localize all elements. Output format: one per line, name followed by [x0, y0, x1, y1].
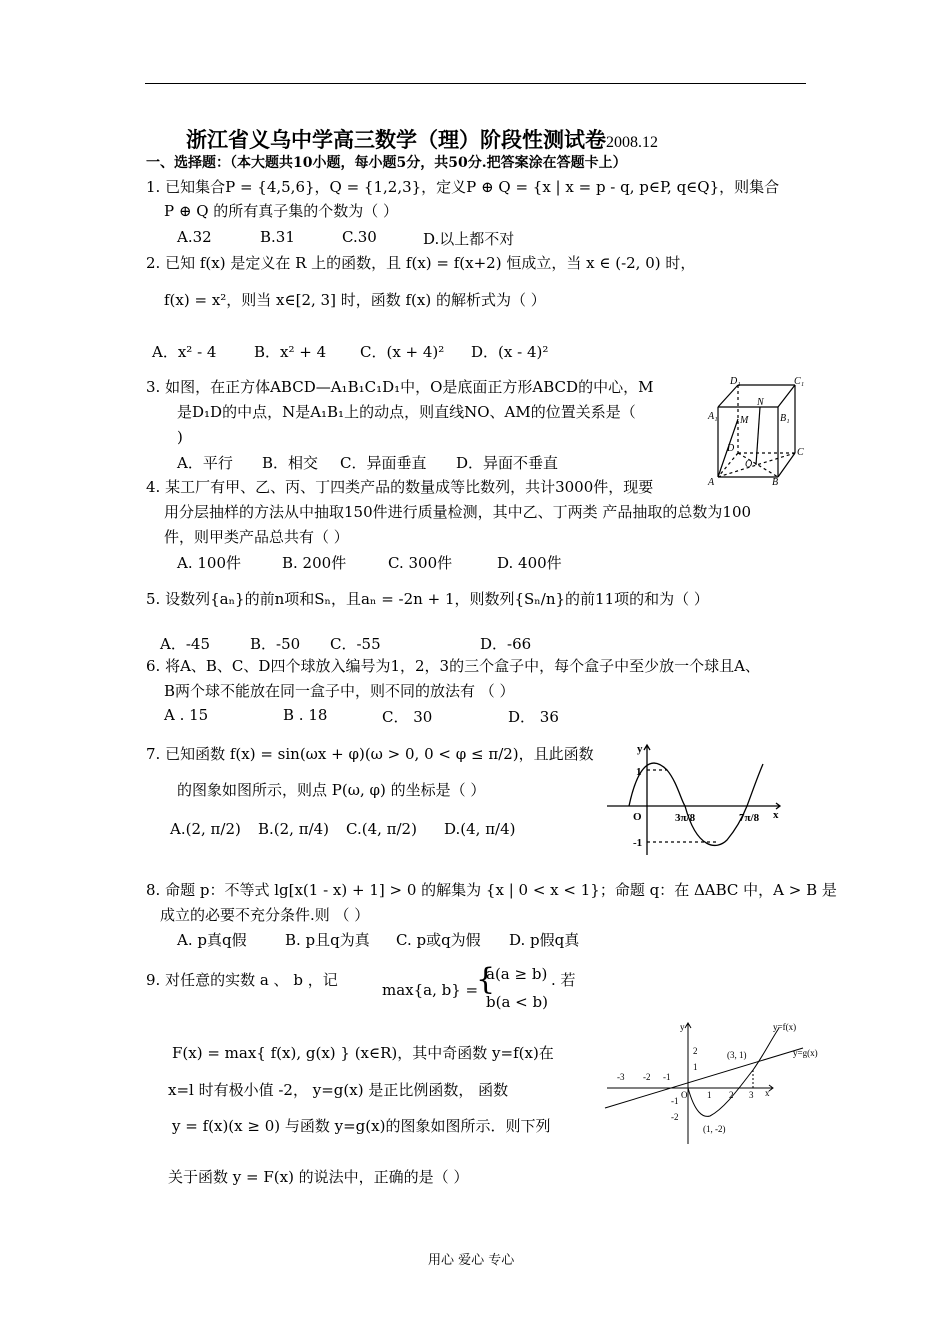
q8-option-c: C. p或q为假	[396, 931, 481, 949]
q7-option-a: A.(2, π/2)	[170, 820, 241, 838]
q2-option-a: A．x² - 4	[152, 343, 217, 361]
q8-option-b: B. p且q为真	[285, 931, 370, 949]
q9-graph-point-1-m2: (1, -2)	[703, 1124, 726, 1134]
q1-option-b: B.31	[260, 228, 295, 246]
q9-graph-label-f: y=f(x)	[773, 1022, 797, 1032]
q9-max-expr: max{a, b} =	[382, 981, 479, 999]
sine-label-3pi8: 3π/8	[675, 812, 696, 824]
q9-stem-line1: 9. 对任意的实数 a 、 b ，记	[146, 971, 338, 989]
sine-label-origin: O	[633, 811, 642, 823]
cube-label-a1: A₁	[708, 411, 718, 422]
sine-label-neg-one: -1	[633, 837, 643, 849]
section-heading: 一、选择题：（本大题共10小题，每小题5分，共50分.把答案涂在答题卡上）	[146, 155, 627, 171]
q3-stem-line2: 是D₁D的中点，N是A₁B₁上的动点，则直线NO、AM的位置关系是（	[177, 403, 636, 421]
q5-option-c: C．-55	[330, 635, 381, 653]
q3-stem-line1: 3. 如图，在正方体ABCD—A₁B₁C₁D₁中，O是底面正方形ABCD的中心，M	[146, 378, 654, 396]
q3-option-b: B．相交	[262, 454, 319, 472]
cube-label-b1: B₁	[780, 413, 790, 424]
q6-stem-line1: 6. 将A、B、C、D四个球放入编号为1，2，3的三个盒子中，每个盒子中至少放一个球且A、	[146, 657, 760, 675]
q4-option-c: C. 300件	[388, 554, 453, 572]
q3-option-a: A．平行	[177, 454, 233, 472]
q9-graph-tick-ym1: -1	[671, 1096, 679, 1106]
q4-stem-line2: 用分层抽样的方法从中抽取150件进行质量检测，其中乙、丁两类 产品抽取的总数为100	[164, 503, 752, 521]
cube-label-b: B	[772, 477, 779, 487]
q9-graph-label-y: y	[680, 1022, 685, 1032]
q3-stem-line3: )	[177, 428, 183, 446]
q9-graph-tick-y1: 1	[693, 1062, 698, 1072]
q7-stem-line2: 的图象如图所示，则点 P(ω, φ) 的坐标是（ ）	[177, 781, 486, 799]
q9-graph-point-3-1: (3, 1)	[727, 1050, 747, 1060]
sine-label-one: 1	[636, 766, 642, 778]
sine-label-x: x	[773, 809, 779, 821]
q8-option-a: A. p真q假	[177, 931, 247, 949]
q7-option-b: B.(2, π/4)	[258, 820, 330, 838]
q1-stem-line1: 1. 已知集合P = {4,5,6}，Q = {1,2,3}，定义P ⊕ Q = {x | x = p - q, p∈P, q∈Q}，则集合	[146, 178, 780, 196]
q4-stem-line3: 件，则甲类产品总共有（ ）	[164, 528, 349, 546]
q9-graph-origin: O	[681, 1090, 688, 1100]
q9-case-2: b(a < b)	[486, 993, 548, 1011]
q9-graph-tick-x1: 1	[707, 1090, 712, 1100]
q9-stem-line1-end: . 若	[551, 971, 576, 989]
cube-label-c: C	[797, 447, 804, 458]
q3-option-d: D．异面不垂直	[456, 454, 559, 472]
cube-label-n: N	[757, 397, 764, 408]
q9-brace: {	[476, 962, 496, 997]
q1-option-c: C.30	[342, 228, 377, 246]
q9-stem-line2: F(x) = max{ f(x), g(x) } (x∈R)，其中奇函数 y=f(x)在	[172, 1044, 554, 1062]
q2-option-b: B．x² + 4	[254, 343, 327, 361]
q8-stem-line1: 8. 命题 p：不等式 lg[x(1 - x) + 1] > 0 的解集为 {x | 0 < x < 1}；命题 q：在 ΔABC 中，A > B 是	[146, 881, 837, 899]
q4-option-d: D. 400件	[497, 554, 562, 572]
q9-graph-tick-x2: 2	[729, 1090, 734, 1100]
cube-figure	[700, 375, 810, 487]
q5-stem: 5. 设数列{aₙ}的前n项和Sₙ，且aₙ = -2n + 1，则数列{Sₙ/n}的前11项的和为（ ）	[146, 590, 709, 608]
q5-option-d: D．-66	[480, 635, 532, 653]
q9-stem-line3: x=l 时有极小值 -2， y=g(x) 是正比例函数， 函数	[168, 1081, 509, 1099]
q4-option-a: A. 100件	[177, 554, 241, 572]
q2-stem-line1: 2. 已知 f(x) 是定义在 R 上的函数，且 f(x) = f(x+2) 恒成立，当 x ∈ (-2, 0) 时，	[146, 254, 696, 272]
cube-label-o: O	[745, 459, 753, 470]
q5-option-b: B．-50	[250, 635, 301, 653]
q6-option-a: A . 15	[164, 706, 209, 724]
cube-label-a: A	[708, 477, 715, 487]
q9-graph-tick-ym2: -2	[671, 1112, 679, 1122]
q9-case-1: a(a ≥ b)	[486, 965, 548, 983]
q5-option-a: A．-45	[160, 635, 210, 653]
q7-option-d: D.(4, π/4)	[444, 820, 516, 838]
q9-graph-tick-xm1: -1	[663, 1072, 671, 1082]
page-footer: 用心 爱心 专心	[428, 1253, 515, 1268]
q4-stem-line1: 4. 某工厂有甲、乙、丙、丁四类产品的数量成等比数列，共计3000件，现要	[146, 478, 654, 496]
q9-graph-tick-xm3: -3	[617, 1072, 625, 1082]
q4-option-b: B. 200件	[282, 554, 347, 572]
q9-graph-tick-xm2: -2	[643, 1072, 651, 1082]
q6-option-d: D． 36	[508, 708, 559, 726]
q7-stem-line1: 7. 已知函数 f(x) = sin(ωx + φ)(ω > 0, 0 < φ ≤ π/2)，且此函数	[146, 745, 594, 763]
q1-stem-line2: P ⊕ Q 的所有真子集的个数为（ ）	[164, 202, 399, 220]
q2-stem-line2: f(x) = x²，则当 x∈[2, 3] 时，函数 f(x) 的解析式为（ ）	[164, 291, 546, 309]
cube-label-d: D	[727, 443, 735, 454]
q6-stem-line2: B两个球不能放在同一盒子中，则不同的放法有 （ ）	[164, 682, 515, 700]
q9-graph-label-x: x	[765, 1088, 770, 1098]
q8-stem-line2: 成立的必要不充分条件.则 （ ）	[160, 906, 370, 924]
q9-stem-line4: y = f(x)(x ≥ 0) 与函数 y=g(x)的图象如图所示．则下列	[172, 1117, 551, 1135]
q6-option-c: C． 30	[382, 708, 433, 726]
page-title: 浙江省义乌中学高三数学（理）阶段性测试卷2008.12	[186, 127, 658, 152]
q9-graph-tick-x3: 3	[749, 1090, 754, 1100]
q9-function-graph	[603, 1018, 833, 1146]
q9-stem-line5: 关于函数 y = F(x) 的说法中，正确的是（ ）	[168, 1168, 469, 1186]
cube-label-m: M	[740, 415, 749, 426]
title-date: 2008.12	[606, 134, 658, 151]
q9-graph-tick-y2: 2	[693, 1046, 698, 1056]
q2-option-d: D．(x - 4)²	[471, 343, 549, 361]
q1-option-d: D.以上都不对	[423, 230, 515, 248]
q7-option-c: C.(4, π/2)	[346, 820, 417, 838]
sine-label-7pi8: 7π/8	[739, 812, 760, 824]
q8-option-d: D. p假q真	[509, 931, 580, 949]
q3-option-c: C．异面垂直	[340, 454, 427, 472]
cube-label-d1: D₁	[730, 376, 741, 387]
sine-label-y: y	[637, 743, 643, 755]
header-rule	[145, 83, 806, 84]
q9-graph-label-g: y=g(x)	[793, 1048, 818, 1058]
q2-option-c: C．(x + 4)²	[360, 343, 445, 361]
sine-graph	[605, 740, 785, 860]
cube-label-c1: C₁	[794, 376, 805, 387]
q6-option-b: B . 18	[283, 706, 328, 724]
q1-option-a: A.32	[177, 228, 212, 246]
